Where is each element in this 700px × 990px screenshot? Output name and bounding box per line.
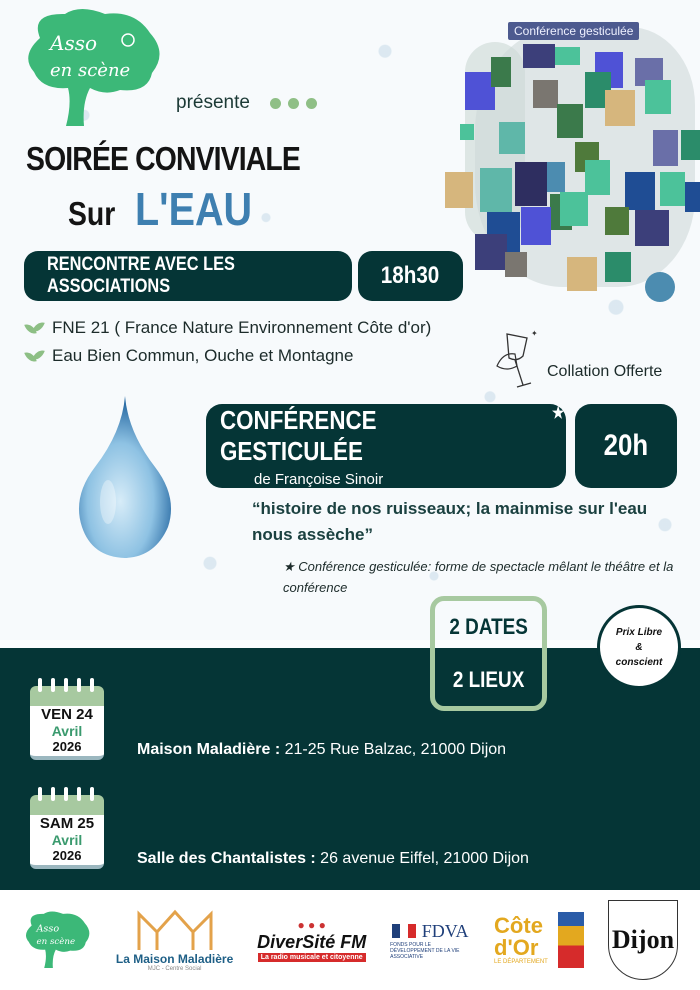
event-year: 2026 bbox=[52, 848, 82, 863]
event-venue bbox=[137, 850, 529, 868]
title-sur: Sur bbox=[68, 195, 116, 232]
collage-label: Conférence gesticulée bbox=[508, 22, 639, 40]
svg-text:Asso: Asso bbox=[50, 31, 98, 55]
house-icon bbox=[135, 908, 215, 952]
event-day: SAM 25 bbox=[39, 815, 95, 832]
star-icon: ★ bbox=[551, 404, 564, 422]
lieux-count: 2 LIEUX bbox=[452, 666, 525, 692]
calendar-icon bbox=[30, 676, 104, 760]
maison-maladiere-logo bbox=[116, 908, 233, 972]
svg-text:en scène: en scène bbox=[50, 60, 131, 81]
conference-time bbox=[575, 404, 677, 488]
conference-note: ★ Conférence gesticulée: forme de spectacle mêlant le théâtre et la conférence bbox=[283, 559, 674, 595]
list-item bbox=[26, 346, 431, 366]
ellipsis-dots bbox=[270, 98, 317, 109]
cote-dor-logo bbox=[494, 912, 584, 968]
conference-author: de Françoise Sinoir bbox=[254, 470, 384, 488]
dates-count: 2 DATES bbox=[449, 614, 528, 640]
dijon-name: Dijon bbox=[611, 925, 675, 954]
prix-line1: Prix Libre bbox=[615, 626, 663, 638]
svg-text:en scène: en scène bbox=[36, 936, 76, 947]
association-name: FNE 21 ( France Nature Environnement Côte d'or) bbox=[52, 318, 432, 337]
cote-name: Côte d'Or bbox=[494, 913, 543, 960]
venue-name: Salle des Chantalistes : bbox=[137, 850, 316, 867]
water-drop-illustration bbox=[70, 392, 180, 562]
leaf-icon bbox=[26, 349, 44, 363]
wine-glass-icon bbox=[493, 330, 541, 392]
rencontre-time bbox=[358, 251, 463, 301]
conference-banner bbox=[206, 404, 566, 488]
fdva-logo bbox=[390, 921, 470, 960]
photo-collage bbox=[445, 22, 700, 297]
list-item bbox=[26, 318, 431, 338]
association-name: Eau Bien Commun, Ouche et Montagne bbox=[52, 346, 354, 365]
dates-lieux-box bbox=[430, 596, 547, 711]
conference-title: CONFÉRENCE GESTICULÉE bbox=[220, 404, 377, 466]
event-year: 2026 bbox=[52, 739, 82, 754]
conference-time-label: 20h bbox=[603, 429, 649, 462]
svg-text:✦: ✦ bbox=[531, 330, 538, 338]
title-eau: L'EAU bbox=[135, 183, 253, 235]
conference-title-row bbox=[220, 405, 566, 467]
asso-en-scene-logo bbox=[22, 900, 92, 980]
conference-quote: “histoire de nos ruisseaux; la mainmise sur l'eau nous assèche” bbox=[252, 499, 648, 544]
asso-en-scene-logo bbox=[20, 8, 165, 128]
presente-text: présente bbox=[176, 92, 250, 113]
french-flag-icon bbox=[392, 924, 416, 938]
fdva-title: FDVA bbox=[421, 920, 469, 941]
rencontre-time-label: 18h30 bbox=[381, 262, 440, 289]
diversite-name: DiverSité FM bbox=[257, 932, 367, 952]
collation-text: Collation Offerte bbox=[547, 363, 663, 380]
cote-sub: LE DÉPARTEMENT bbox=[494, 959, 548, 965]
partner-logos bbox=[0, 890, 700, 990]
diversite-sub: La radio musicale et citoyenne bbox=[258, 953, 366, 962]
fdva-sub: FONDS POUR LE DÉVELOPPEMENT DE LA VIE ASSOCIATIVE bbox=[390, 941, 460, 960]
rencontre-banner bbox=[24, 251, 352, 301]
svg-text:Asso: Asso bbox=[36, 923, 60, 935]
page-title: SOIRÉE CONVIVIALE bbox=[26, 140, 300, 177]
maison-sub: MJC - Centre Social bbox=[147, 966, 202, 972]
prix-libre-badge bbox=[597, 605, 681, 689]
event-venue bbox=[137, 741, 506, 759]
event-month: Avril bbox=[51, 723, 83, 739]
page-subtitle bbox=[68, 182, 271, 236]
people-icon: ● ● ● bbox=[297, 918, 326, 932]
prix-line2: & bbox=[635, 641, 643, 653]
rencontre-label: RENCONTRE AVEC LES ASSOCIATIONS bbox=[46, 254, 235, 297]
venue-name: Maison Maladière : bbox=[137, 741, 281, 758]
event-day: VEN 24 bbox=[41, 706, 93, 723]
event-month: Avril bbox=[51, 832, 83, 848]
venue-address: 26 avenue Eiffel, 21000 Dijon bbox=[315, 850, 529, 867]
cote-dor-emblem bbox=[558, 912, 584, 968]
leaf-icon bbox=[26, 321, 44, 335]
prix-line3: conscient bbox=[615, 656, 663, 668]
association-list bbox=[26, 318, 431, 374]
dijon-logo bbox=[608, 900, 678, 980]
venue-address: 21-25 Rue Balzac, 21000 Dijon bbox=[280, 741, 507, 758]
diversite-logo bbox=[257, 918, 366, 962]
maison-name: La Maison Maladière bbox=[115, 952, 234, 966]
calendar-icon bbox=[30, 785, 104, 869]
